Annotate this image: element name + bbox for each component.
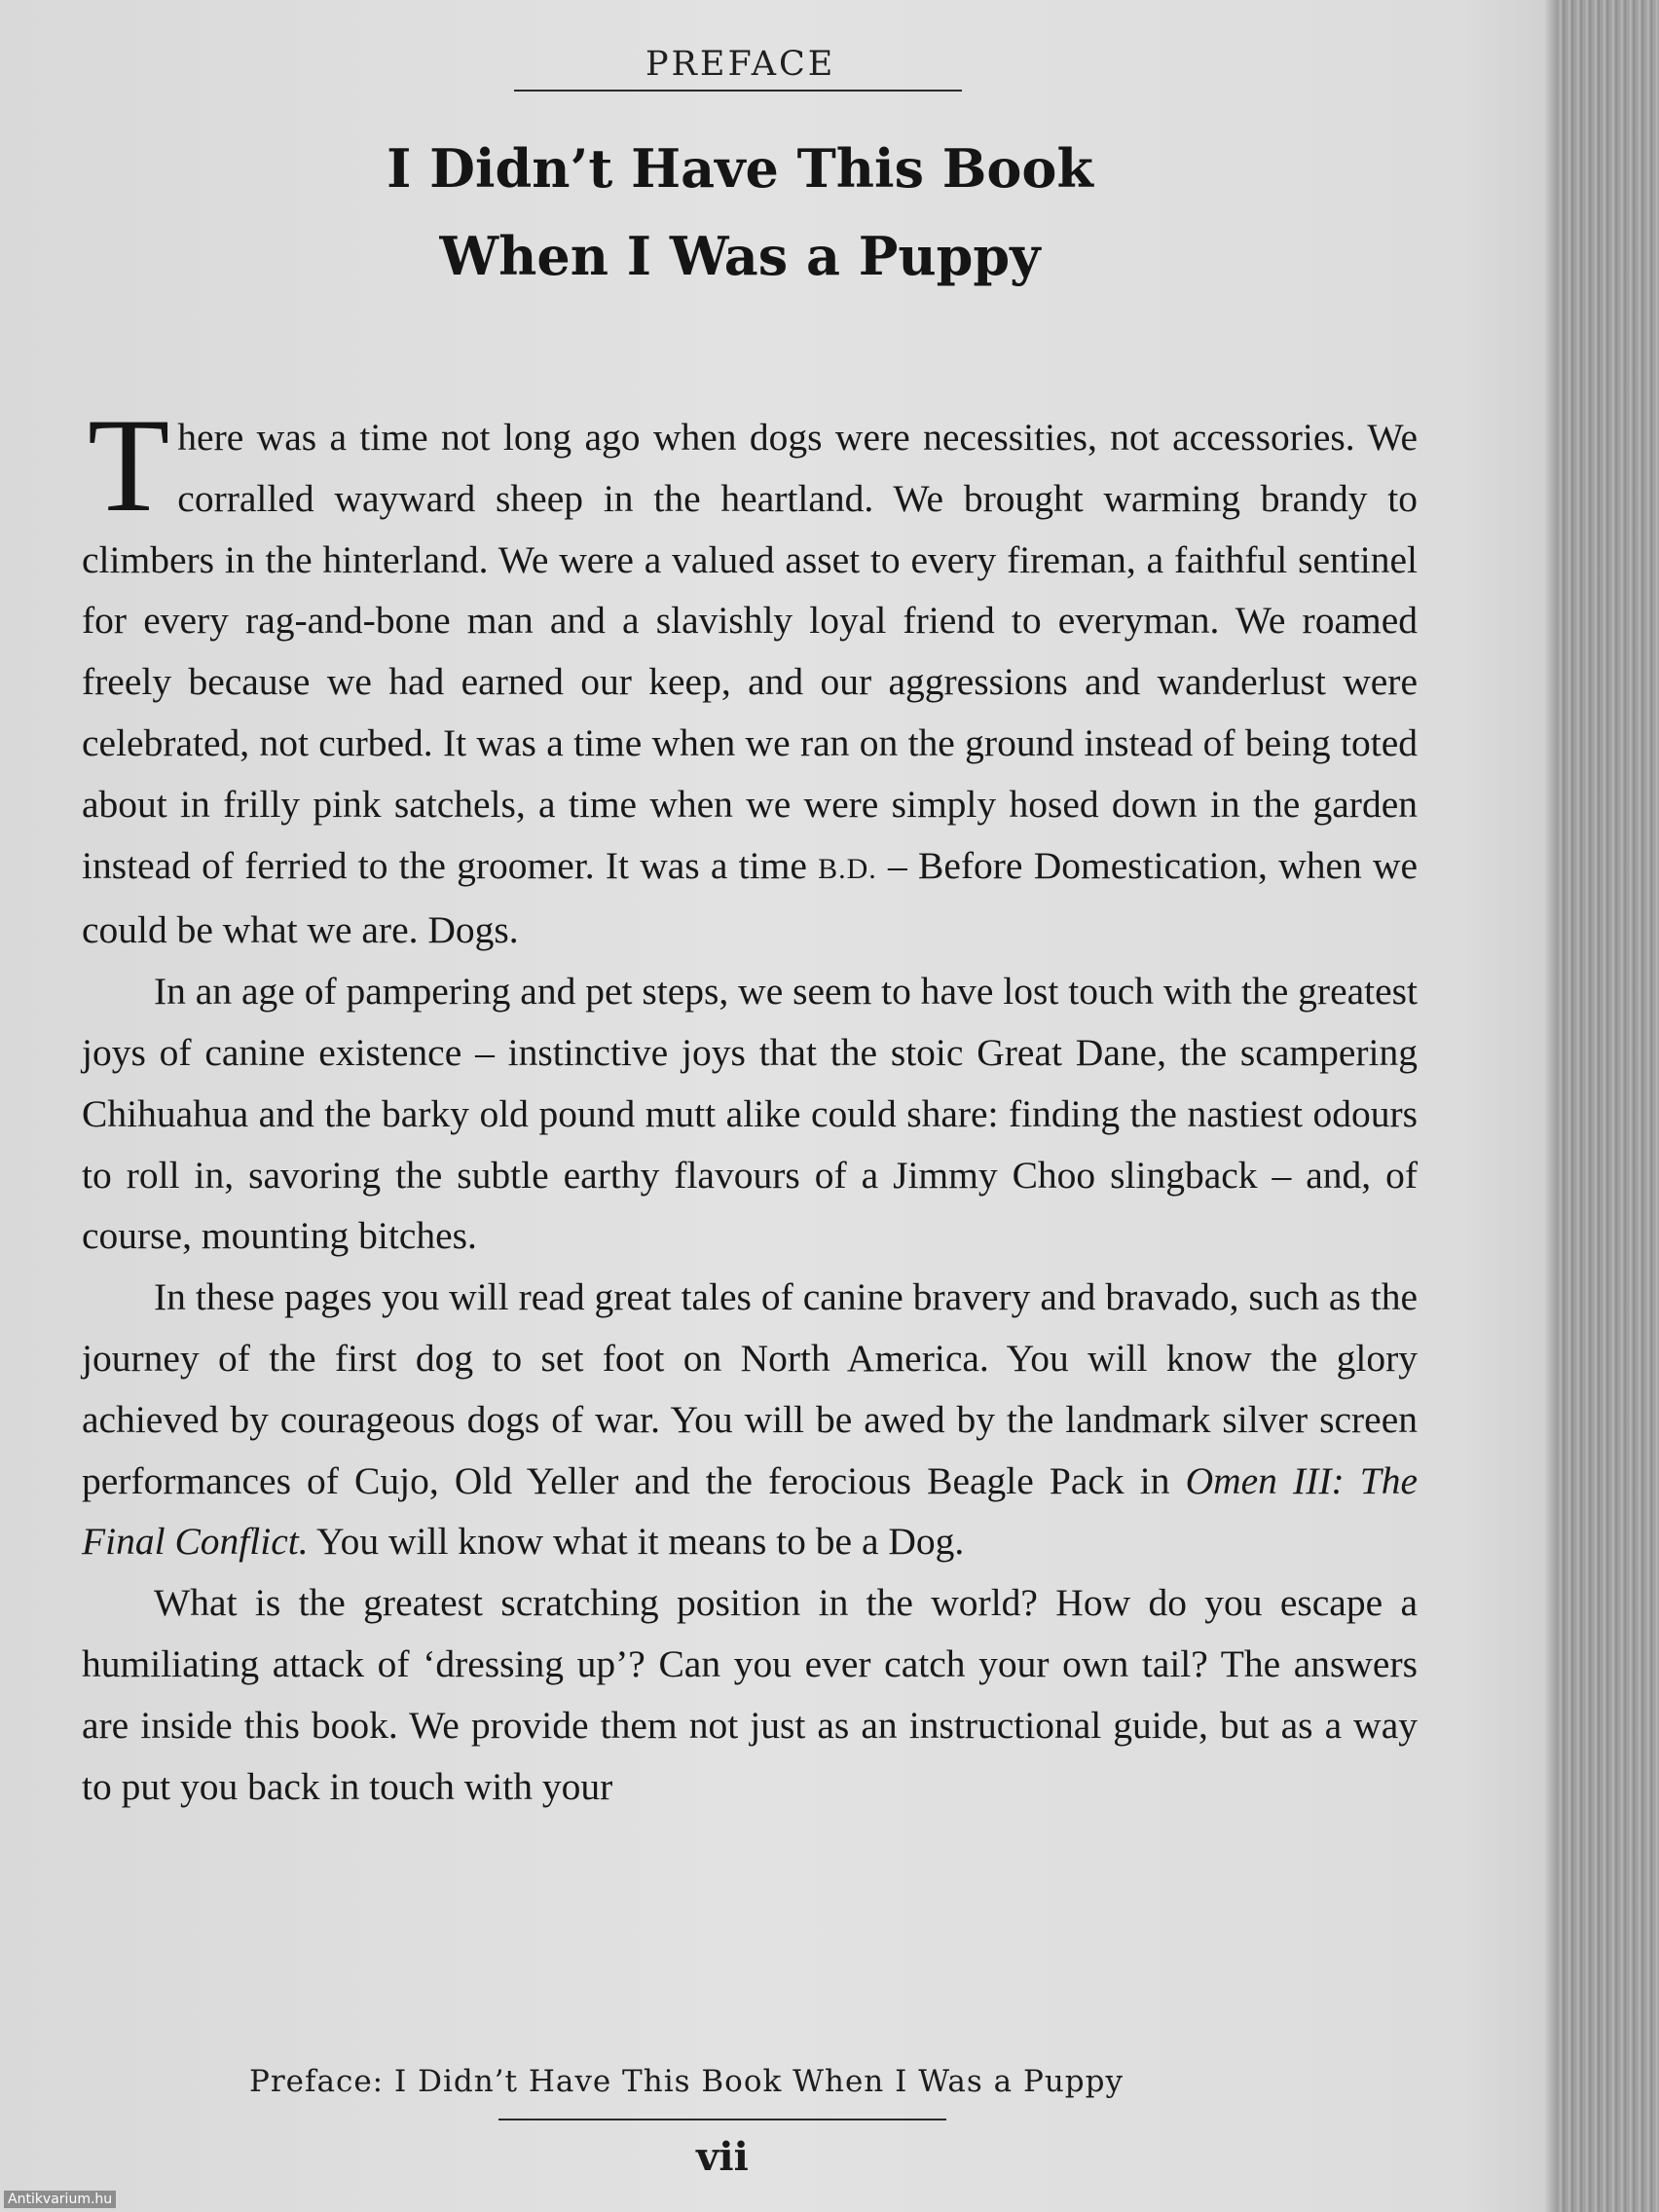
paragraph-3-film-title: Omen III: The Final Conflict. <box>82 1458 1418 1564</box>
paragraph-1 <box>82 390 1419 961</box>
paragraph-1-text-b: – Before Domestication, when we could be what we are. Dogs. <box>82 843 1419 952</box>
chapter-title-line-1: I Didn’t Have This Book <box>387 137 1093 200</box>
paragraph-3-text-a: In these pages you will read great tales of canine bravery and bravado, such as the journey of the first dog to set foot on North America. You will know the glory achieved by courageous dogs of war. You will be awed by the landmark silver screen performances of Cujo, Old Yeller and the ferocious Beagle Pack in <box>82 1275 1418 1502</box>
book-page-edge <box>1558 0 1659 2212</box>
body-text <box>82 390 1419 1817</box>
paragraph-1-abbrev: B.D. <box>818 852 877 885</box>
paragraph-1-text-a: here was a time not long ago when dogs were necessities, not accessories. We corralled wayward sheep in the heartland. We brought warming brandy to climbers in the hinterland. We were a valued asset to every fireman, a faithful sentinel for every rag-and-bone man and a slavishly loyal friend to everyman. We roamed freely because we had earned our keep, and our aggressions and wanderlust were celebrated, not curbed. It was a time when we ran on the ground instead of being toted about in frilly pink satchels, a time when we were simply hosed down in the garden instead of ferried to the groomer. It was a time <box>82 416 1418 887</box>
running-head: PREFACE <box>645 45 836 84</box>
paragraph-3-text-b: You will know what it means to be a Dog. <box>308 1520 965 1564</box>
running-head-rule <box>514 90 962 92</box>
paragraph-4: What is the greatest scratching position in the world? How do you escape a humiliating attack of ‘dressing up’? Can you ever catch your own tail? The answers are inside this book. We provide them not just as an instructional guide, but as a way to put you back in touch with your <box>82 1581 1418 1808</box>
chapter-title-line-2: When I Was a Puppy <box>439 225 1041 287</box>
paragraph-2: In an age of pampering and pet steps, we seem to have lost touch with the greatest joys of canine existence – instinctive joys that the stoic Great Dane, the scampering Chihuahua and the barky old pound mutt alike could share: finding the nastiest odours to roll in, savoring the subtle earthy flavours of a Jimmy Choo slingback – and, of course, mounting bitches. <box>82 970 1418 1258</box>
running-footer: Preface: I Didn’t Have This Book When I Was a Puppy <box>249 2064 1124 2099</box>
chapter-title <box>292 125 1188 300</box>
drop-cap: T <box>88 390 170 539</box>
running-footer-rule <box>498 2119 946 2120</box>
page-number: vii <box>696 2134 749 2180</box>
paragraph-3 <box>82 1267 1418 1572</box>
watermark: Antikvarium.hu <box>4 2191 116 2208</box>
